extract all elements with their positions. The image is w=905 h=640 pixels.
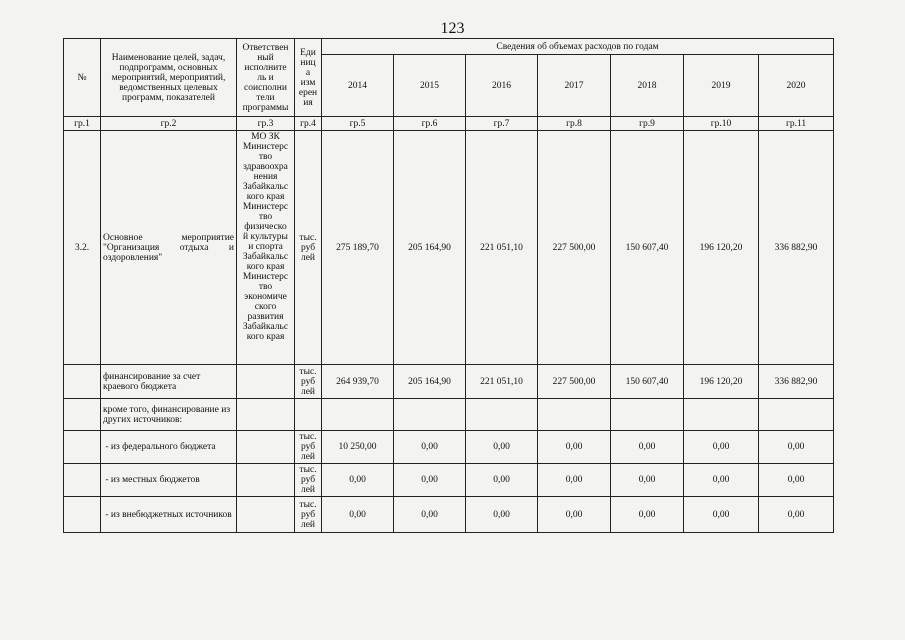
table-row-other-sources [64, 399, 834, 431]
row-value: 205 164,90 [394, 131, 466, 365]
row-value [394, 399, 466, 431]
row-unit: тыс. руб лей [295, 497, 322, 533]
row-responsible [237, 399, 295, 431]
row-name: кроме того, финансирование из других источников: [101, 399, 237, 431]
row-value: 196 120,20 [684, 131, 759, 365]
row-value [466, 399, 538, 431]
expenses-table [63, 38, 834, 533]
row-value: 0,00 [684, 464, 759, 497]
row-value: 227 500,00 [538, 365, 611, 399]
row-value: 0,00 [684, 497, 759, 533]
row-value: 227 500,00 [538, 131, 611, 365]
header-year: 2018 [611, 55, 684, 117]
row-name: - из федерального бюджета [101, 431, 237, 464]
row-number: 3.2. [64, 131, 101, 365]
group-label: гр.8 [538, 117, 611, 131]
row-value: 0,00 [466, 497, 538, 533]
group-label: гр.11 [759, 117, 834, 131]
row-value: 0,00 [759, 497, 834, 533]
row-number [64, 431, 101, 464]
row-responsible [237, 365, 295, 399]
table-row-regional-budget [64, 365, 834, 399]
row-value: 150 607,40 [611, 131, 684, 365]
row-value: 0,00 [538, 497, 611, 533]
row-unit: тыс. руб лей [295, 131, 322, 365]
row-value: 0,00 [538, 464, 611, 497]
header-year: 2020 [759, 55, 834, 117]
row-value [322, 399, 394, 431]
row-value: 221 051,10 [466, 365, 538, 399]
row-value: 0,00 [759, 431, 834, 464]
row-value: 10 250,00 [322, 431, 394, 464]
header-year: 2016 [466, 55, 538, 117]
header-responsible: Ответствен ный исполните ль и соисполни тели программы [237, 39, 295, 117]
row-responsible [237, 497, 295, 533]
row-value: 275 189,70 [322, 131, 394, 365]
row-responsible: МО ЗК Министерс тво здравоохра нения Забайкальс кого края Министерс тво физическо й культуры и спорта Забайкальс кого края Министерс тво экономиче ского развития Забайкальс кого края [237, 131, 295, 365]
row-value: 336 882,90 [759, 131, 834, 365]
group-label: гр.3 [237, 117, 295, 131]
table-row-local-budgets [64, 464, 834, 497]
row-value: 150 607,40 [611, 365, 684, 399]
row-value [684, 399, 759, 431]
row-name: финансирование за счет краевого бюджета [101, 365, 237, 399]
row-value: 0,00 [611, 464, 684, 497]
header-year: 2014 [322, 55, 394, 117]
row-value: 0,00 [611, 431, 684, 464]
header-year: 2015 [394, 55, 466, 117]
row-value: 0,00 [466, 431, 538, 464]
row-number [64, 497, 101, 533]
row-value [538, 399, 611, 431]
row-value: 0,00 [759, 464, 834, 497]
row-unit: тыс. руб лей [295, 431, 322, 464]
row-value: 0,00 [322, 464, 394, 497]
header-year: 2017 [538, 55, 611, 117]
row-value: 0,00 [466, 464, 538, 497]
row-responsible [237, 431, 295, 464]
row-responsible [237, 464, 295, 497]
row-value: 0,00 [538, 431, 611, 464]
row-unit: тыс. руб лей [295, 365, 322, 399]
group-label: гр.2 [101, 117, 237, 131]
group-label: гр.1 [64, 117, 101, 131]
table-row-federal-budget [64, 431, 834, 464]
row-value: 0,00 [611, 497, 684, 533]
group-label: гр.6 [394, 117, 466, 131]
group-label: гр.5 [322, 117, 394, 131]
header-year: 2019 [684, 55, 759, 117]
group-label: гр.9 [611, 117, 684, 131]
table-row-extrabudgetary [64, 497, 834, 533]
header-expenses: Сведения об объемах расходов по годам [322, 39, 834, 55]
row-number [64, 464, 101, 497]
row-number [64, 399, 101, 431]
row-value: 336 882,90 [759, 365, 834, 399]
row-value: 0,00 [322, 497, 394, 533]
row-value: 0,00 [394, 431, 466, 464]
header-name: Наименование целей, задач, подпрограмм, основных мероприятий, мероприятий, ведомственных целевых программ, показателей [101, 39, 237, 117]
row-value [759, 399, 834, 431]
header-unit: Еди ниц а изм ерен ия [295, 39, 322, 117]
row-value: 221 051,10 [466, 131, 538, 365]
group-label: гр.7 [466, 117, 538, 131]
header-number: № [64, 39, 101, 117]
row-value: 205 164,90 [394, 365, 466, 399]
row-name: - из внебюджетных источников [101, 497, 237, 533]
table-row-main-activity [64, 131, 834, 365]
row-unit [295, 399, 322, 431]
row-value: 0,00 [394, 497, 466, 533]
row-name: - из местных бюджетов [101, 464, 237, 497]
group-label: гр.10 [684, 117, 759, 131]
row-value [611, 399, 684, 431]
row-value: 264 939,70 [322, 365, 394, 399]
group-label: гр.4 [295, 117, 322, 131]
group-row [64, 117, 834, 131]
row-value: 0,00 [394, 464, 466, 497]
row-unit: тыс. руб лей [295, 464, 322, 497]
row-value: 0,00 [684, 431, 759, 464]
row-name: Основное мероприятие "Организация отдыха и оздоровления" [101, 131, 237, 365]
page-number: 123 [440, 20, 465, 37]
row-value: 196 120,20 [684, 365, 759, 399]
row-number [64, 365, 101, 399]
